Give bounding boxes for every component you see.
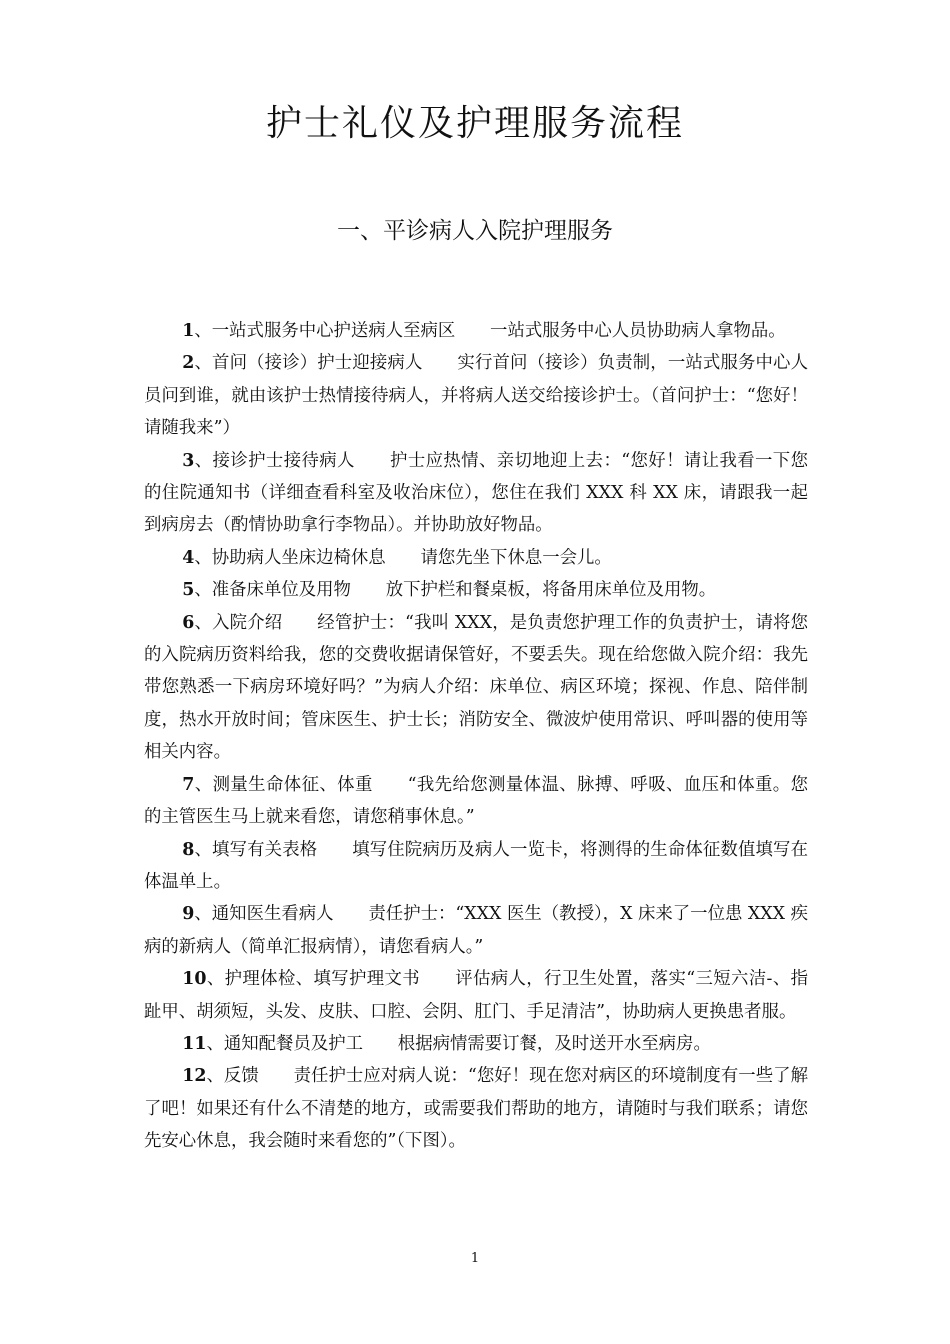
item-number: 8: [182, 839, 195, 860]
item-step: 、护理体检、填写护理文书: [206, 969, 421, 990]
item-number: 4: [182, 547, 195, 568]
item-step: 、填写有关表格: [194, 839, 318, 860]
item-step: 、入院介绍: [194, 612, 283, 633]
item-text: 责任护士：“XXX 医生（教授），X 床来了一位患 XXX 疾病的新病人（简单汇报病情），请您看病人。”: [144, 904, 808, 957]
procedure-item-11: [144, 1028, 808, 1060]
document-title: 护士礼仪及护理服务流程: [265, 103, 684, 144]
item-number: 12: [182, 1066, 207, 1087]
item-number: 7: [182, 774, 195, 795]
item-text: 放下护栏和餐桌板，将备用床单位及用物。: [385, 580, 717, 601]
item-step: 、首问（接诊）护士迎接病人: [194, 353, 423, 374]
section-heading: 一、平诊病人入院护理服务: [337, 218, 613, 244]
item-number: 5: [182, 580, 195, 601]
item-number: 11: [182, 1033, 207, 1054]
item-text: “我先给您测量体温、脉搏、呼吸、血压和体重。您的主管医生马上就来看您，请您稍事休息。”: [144, 774, 808, 828]
procedure-item-8: [144, 834, 808, 899]
item-text: 填写住院病历及病人一览卡，将测得的生命体征数值填写在体温单上。: [144, 839, 808, 892]
item-step: 、通知配餐员及护工: [206, 1033, 363, 1054]
procedure-item-1: [144, 315, 808, 347]
item-step: 、接诊护士接待病人: [194, 450, 355, 471]
item-step: 、通知医生看病人: [194, 904, 334, 925]
item-text: 经管护士：“我叫 XXX，是负责您护理工作的负责护士，请将您的入院病历资料给我，您的交费收据请保管好，不要丢失。现在给您做入院介绍：我先带您熟悉一下病房环境好吗？”为病人介绍：床单位、病区环境；探视、作息、陪伴制度，热水开放时间；管床医生、护士长；消防安全、微波炉使用常识、呼叫器的使用等相关内容。: [144, 612, 808, 763]
item-text: 责任护士应对病人说：“您好！现在您对病区的环境制度有一些了解了吧！如果还有什么不清楚的地方，或需要我们帮助的地方，请随时与我们联系；请您先安心休息，我会随时来看您的”（下图）。: [144, 1066, 808, 1152]
item-step: 、测量生命体征、体重: [194, 774, 373, 795]
item-step: 、反馈: [206, 1066, 259, 1087]
procedure-list: [144, 315, 808, 1158]
procedure-item-9: [144, 898, 808, 963]
item-step: 、一站式服务中心护送病人至病区: [194, 321, 456, 341]
item-number: 3: [182, 450, 195, 471]
item-text: 根据病情需要订餐，及时送开水至病房。: [397, 1033, 711, 1054]
item-step: 、协助病人坐床边椅休息: [194, 547, 386, 568]
procedure-item-5: [144, 574, 808, 606]
procedure-item-12: [144, 1060, 808, 1157]
item-text: 请您先坐下休息一会儿。: [420, 547, 612, 568]
item-number: 1: [182, 321, 195, 341]
item-number: 6: [182, 612, 195, 633]
procedure-item-2: [144, 347, 808, 444]
procedure-item-7: [144, 769, 808, 834]
item-number: 9: [182, 904, 195, 925]
procedure-item-4: [144, 542, 808, 574]
item-text: 护士应热情、亲切地迎上去：“您好！请让我看一下您的住院通知书（详细查看科室及收治床位），您住在我们 XXX 科 XX 床，请跟我一起到病房去（酌情协助拿行李物品）。并协助放好物品。: [144, 450, 808, 536]
item-text: 评估病人，行卫生处置，落实“三短六洁-、指趾甲、胡须短，头发、皮肤、口腔、会阴、肛门、手足清洁”，协助病人更换患者服。: [144, 969, 808, 1022]
item-text: 一站式服务中心人员协助病人拿物品。: [490, 321, 786, 341]
procedure-item-3: [144, 445, 808, 542]
item-step: 、准备床单位及用物: [194, 580, 351, 601]
item-number: 2: [182, 353, 195, 374]
item-number: 10: [182, 969, 207, 990]
procedure-item-6: [144, 607, 808, 769]
item-text: 实行首问（接诊）负责制，一站式服务中心人员问到谁，就由该护士热情接待病人，并将病人送交给接诊护士。（首问护士：“您好！请随我来”）: [144, 353, 808, 439]
procedure-item-10: [144, 963, 808, 1028]
page-number: 1: [470, 1251, 480, 1266]
